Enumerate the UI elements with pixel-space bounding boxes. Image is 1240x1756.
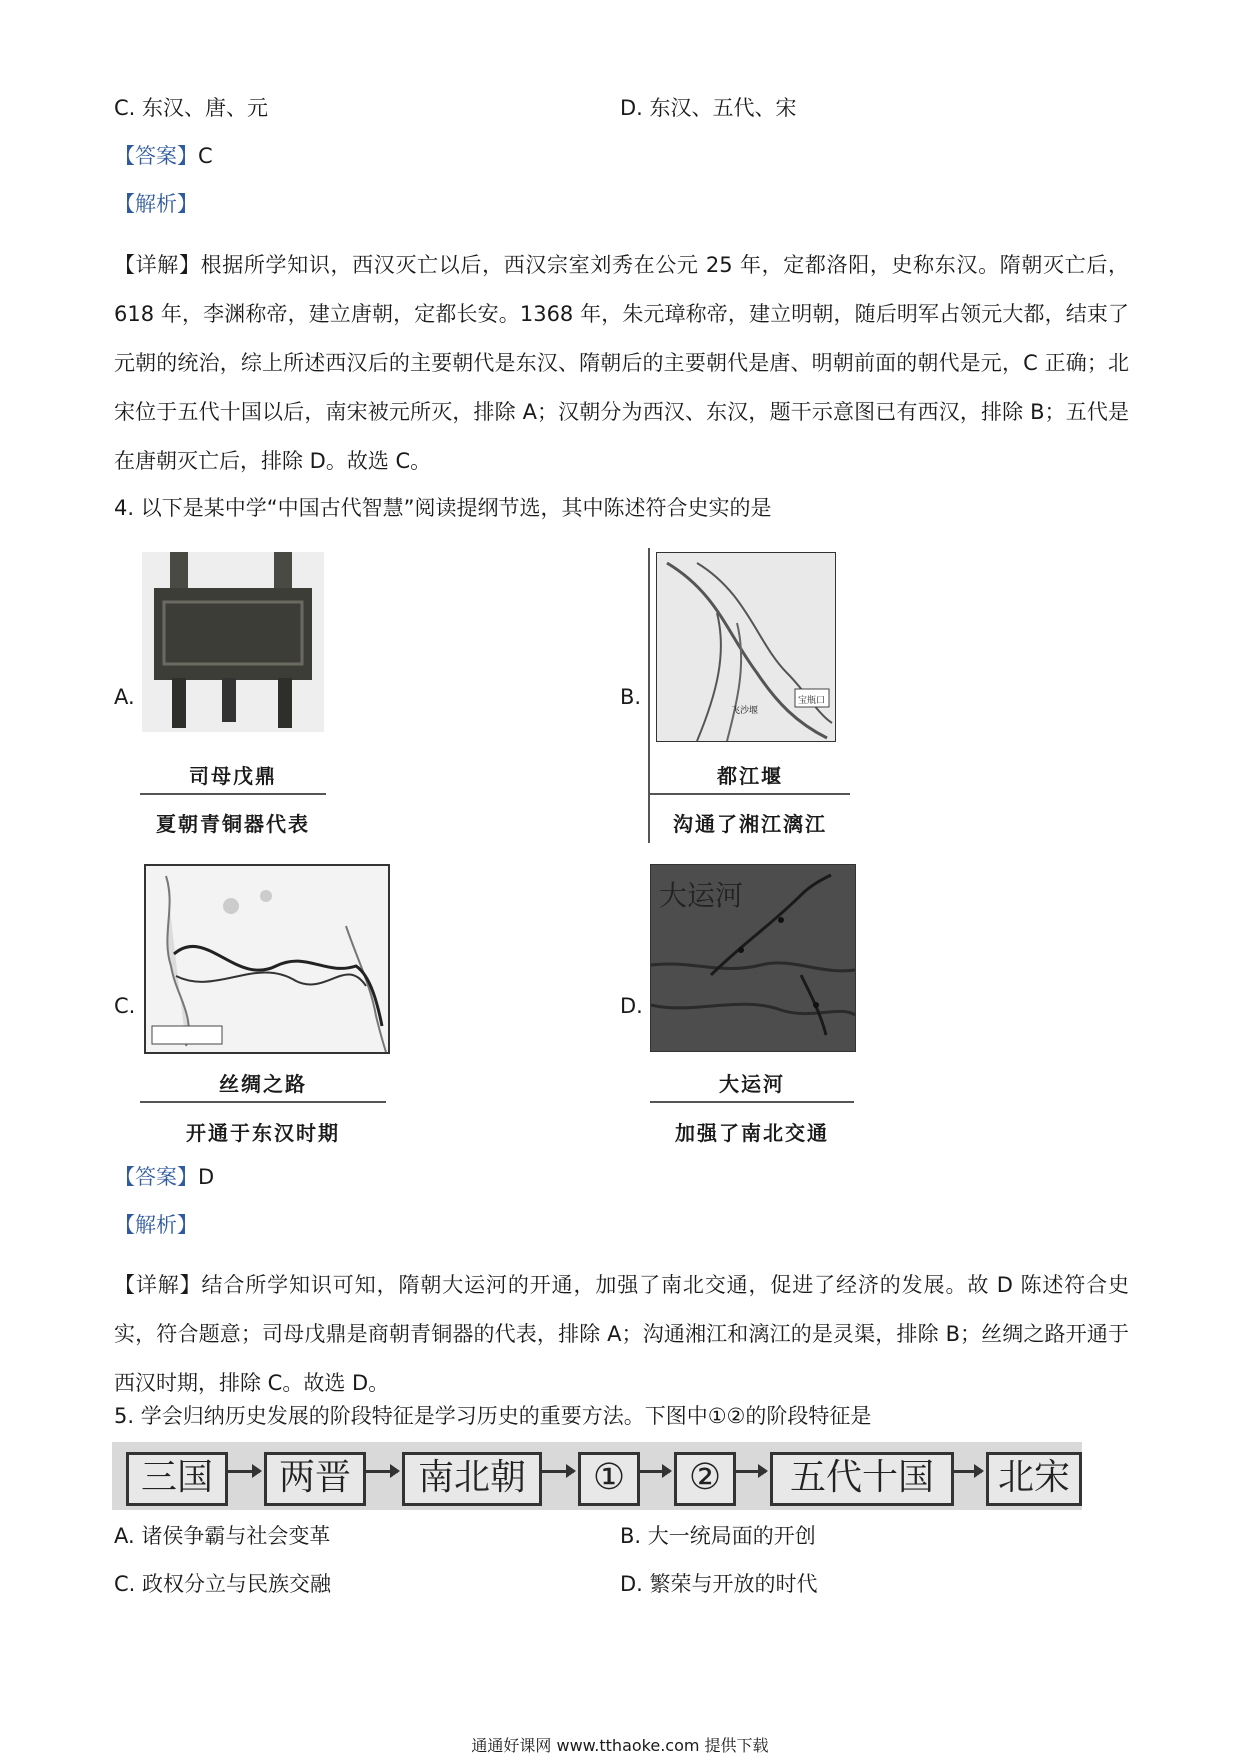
- q4-analysis-tag: 【解析】: [114, 1213, 198, 1237]
- q3-answer: [114, 144, 213, 168]
- q5-option-d: D. 繁荣与开放的时代: [620, 1572, 818, 1596]
- flow-box-nanbeichao: 南北朝: [402, 1452, 542, 1506]
- answer-tag: 【答案】: [114, 144, 198, 168]
- answer-tag: 【答案】: [114, 1165, 198, 1189]
- divider: [650, 793, 850, 795]
- flow-box-sanguo: 三国: [126, 1452, 228, 1506]
- divider: [140, 793, 326, 795]
- q4-option-b-statement: 沟通了湘江漓江: [673, 812, 827, 836]
- q4-option-a-statement: 夏朝青铜器代表: [156, 812, 310, 836]
- answer-value: C: [198, 144, 213, 168]
- silk-road-map: [144, 864, 390, 1054]
- detail-text: 根据所学知识，西汉灭亡以后，西汉宗室刘秀在公元 25 年，定都洛阳，史称东汉。隋朝灭亡后，618 年，李渊称帝，建立唐朝，定都长安。1368 年，朱元璋称帝，建立明朝，随后明军占领元大都，结束了元朝的统治，综上所述西汉后的主要朝代是东汉、隋朝后的主要朝代是唐、明朝前面的朝代是元，C 正确；北宋位于五代十国以后，南宋被元所灭，排除 A；汉朝分为西汉、东汉，题干示意图已有西汉，排除 B；五代是在唐朝灭亡后，排除 D。故选 C。: [114, 253, 1129, 473]
- flow-arrow: [638, 1470, 670, 1473]
- q4-option-d-statement: 加强了南北交通: [675, 1121, 829, 1145]
- q4-option-b-title: 都江堰: [717, 764, 783, 788]
- vertical-divider: [648, 548, 650, 843]
- q4-option-c-letter: C.: [114, 994, 136, 1018]
- q3-detail: [114, 241, 1129, 486]
- q4-option-c-statement: 开通于东汉时期: [186, 1121, 340, 1145]
- flow-box-beisong: 北宋: [986, 1452, 1082, 1506]
- detail-text: 结合所学知识可知，隋朝大运河的开通，加强了南北交通，促进了经济的发展。故 D 陈述符合史实，符合题意；司母戊鼎是商朝青铜器的代表，排除 A；沟通湘江和漓江的是灵渠，排除 B；丝绸之路开通于西汉时期，排除 C。故选 D。: [114, 1273, 1129, 1395]
- detail-tag: 【详解】: [114, 253, 201, 277]
- simuwu-ding-image: [142, 552, 324, 732]
- q4-detail: [114, 1261, 1129, 1408]
- q4-option-d-title: 大运河: [719, 1072, 785, 1096]
- q5-option-b: B. 大一统局面的开创: [620, 1524, 816, 1548]
- answer-value: D: [198, 1165, 215, 1189]
- flow-box-1: ①: [578, 1452, 640, 1506]
- q3-option-c: C. 东汉、唐、元: [114, 96, 269, 120]
- q4-stem: 4. 以下是某中学“中国古代智慧”阅读提纲节选，其中陈述符合史实的是: [114, 496, 772, 520]
- feishayan-label: 飞沙堰: [731, 706, 759, 716]
- baopingkou-label: 宝瓶口: [798, 696, 826, 706]
- q4-option-a-letter: A.: [114, 685, 135, 709]
- grand-canal-map: [650, 864, 856, 1052]
- flow-box-liangjin: 两晋: [264, 1452, 366, 1506]
- divider: [140, 1101, 386, 1103]
- flow-arrow: [952, 1470, 982, 1473]
- q3-analysis-tag: 【解析】: [114, 192, 198, 216]
- q5-option-c: C. 政权分立与民族交融: [114, 1572, 332, 1596]
- dujiangyan-map: [656, 552, 836, 742]
- page-footer: 通通好课网 www.tthaoke.com 提供下载: [471, 1736, 769, 1755]
- flow-arrow: [364, 1470, 398, 1473]
- flow-box-wudaishiguo: 五代十国: [770, 1452, 954, 1506]
- flow-box-2: ②: [674, 1452, 736, 1506]
- q4-option-b-letter: B.: [620, 685, 642, 709]
- flow-arrow: [540, 1470, 574, 1473]
- grand-canal-map-label: 大运河: [659, 879, 744, 912]
- q4-option-a-title: 司母戊鼎: [189, 764, 277, 788]
- q4-answer: [114, 1165, 214, 1189]
- divider: [650, 1101, 854, 1103]
- detail-tag: 【详解】: [114, 1273, 202, 1297]
- q5-option-a: A. 诸侯争霸与社会变革: [114, 1524, 331, 1548]
- flow-arrow: [226, 1470, 260, 1473]
- q4-option-c-title: 丝绸之路: [219, 1072, 307, 1096]
- q3-option-d: D. 东汉、五代、宋: [620, 96, 797, 120]
- flow-arrow: [734, 1470, 766, 1473]
- q4-option-d-letter: D.: [620, 994, 643, 1018]
- q5-stem: 5. 学会归纳历史发展的阶段特征是学习历史的重要方法。下图中①②的阶段特征是: [114, 1404, 872, 1428]
